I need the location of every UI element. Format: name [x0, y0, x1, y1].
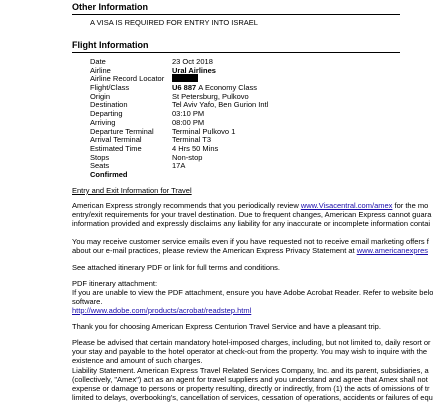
paragraph-line: Thank you for choosing American Express Centurion Travel Service and have a pleasant trip.	[72, 322, 381, 331]
confirmed-status: Confirmed	[90, 169, 128, 179]
entry-exit-info-link[interactable]: Entry and Exit Information for Travel	[72, 186, 192, 195]
email-paragraph	[72, 237, 429, 255]
hotel-charges-paragraph	[72, 338, 431, 365]
flight-row-date	[90, 57, 400, 66]
flight-information-rule	[72, 52, 400, 53]
visa-notice: A VISA IS REQUIRED FOR ENTRY INTO ISRAEL	[90, 18, 258, 27]
flight-value: Ural Airlines	[172, 65, 216, 75]
flight-row-arriving	[90, 118, 400, 127]
privacy-statement-link[interactable]: www.americanexpres	[356, 246, 428, 255]
flight-label: Destination	[90, 100, 128, 110]
flight-value: 4 Hrs 50 Mins	[172, 143, 219, 153]
flight-value: Tel Aviv Yafo, Ben Gurion Intl	[172, 100, 269, 110]
flight-label: Arrival Terminal	[90, 135, 142, 145]
flight-label: Arriving	[90, 117, 116, 127]
flight-label: Estimated Time	[90, 143, 142, 153]
flight-value: Non-stop	[172, 152, 203, 162]
flight-row-arrival-terminal	[90, 135, 400, 144]
flight-information-heading: Flight Information	[72, 40, 149, 50]
visacentral-link[interactable]: www.Visacentral.com/amex	[300, 201, 393, 210]
paragraph-text: American Express strongly recommends that you periodically review	[72, 201, 301, 210]
flight-row-departing	[90, 109, 400, 118]
paragraph-line: You may receive customer service emails even if you have requested not to receive email marketing offers f	[72, 237, 429, 246]
flight-label: Departure Terminal	[90, 126, 154, 136]
paragraph-line: software.	[72, 297, 103, 306]
flight-class: A Economy Class	[198, 83, 258, 93]
attached-itinerary-paragraph	[72, 263, 412, 272]
paragraph-line: If you are unable to view the PDF attachment, ensure you have Adobe Acrobat Reader. Refer to website belo	[72, 288, 433, 297]
paragraph-line: See attached itinerary PDF or link for full terms and conditions.	[72, 263, 281, 272]
flight-row-confirmed	[90, 170, 400, 179]
flight-value: 17A	[172, 161, 186, 171]
flight-value: 03:10 PM	[172, 109, 205, 119]
paragraph-line: entry/exit requirements for your travel destination. Due to frequent changes, American Express cannot guara	[72, 210, 432, 219]
flight-label: Seats	[90, 161, 110, 171]
flight-row-airline	[90, 66, 400, 75]
flight-label: Departing	[90, 109, 123, 119]
paragraph-line	[72, 246, 428, 255]
flight-row-stops	[90, 153, 400, 162]
flight-value: St Petersburg, Pulkovo	[172, 91, 249, 101]
flight-row-estimated-time	[90, 144, 400, 153]
paragraph-text: for the mo	[392, 201, 429, 210]
flight-details-table	[90, 57, 400, 179]
paragraph-line: (collectively, "Amex") act as an agent for travel suppliers and you understand and agree that Amex shall not	[72, 375, 428, 384]
record-locator-redacted	[172, 74, 198, 83]
visa-central-paragraph	[72, 201, 432, 228]
other-information-heading: Other Information	[72, 2, 148, 12]
flight-label: Airline Record Locator	[90, 74, 165, 84]
flight-label: Date	[90, 57, 106, 66]
paragraph-line	[72, 306, 412, 315]
paragraph-line: expense or damage to persons or property resulting, directly or indirectly, from (1) the acts of omissions of tr	[72, 384, 430, 393]
flight-value: Terminal Pulkovo 1	[172, 126, 236, 136]
paragraph-line: your stay and payable to the hotel operator at check-out from the property. You may wish to inquire with the	[72, 347, 428, 356]
paragraph-line: limited to delays, overbooking's, cancellation of services, cessation of operations, accidents or failures of equ	[72, 393, 433, 402]
flight-label: Stops	[90, 152, 110, 162]
pdf-attachment-paragraph	[72, 279, 433, 306]
flight-number: U6 887	[172, 83, 197, 93]
paragraph-line: Please be advised that certain mandatory hotel-imposed charges, including, but not limited to, daily resort or	[72, 338, 431, 347]
flight-value: 23 Oct 2018	[172, 57, 213, 66]
paragraph-line: information provided and expressly disclaims any liability for any inaccurate or incomplete information contai	[72, 219, 431, 228]
adobe-link-paragraph	[72, 306, 412, 315]
liability-paragraph	[72, 366, 433, 402]
flight-value: 08:00 PM	[172, 117, 205, 127]
other-information-rule	[72, 14, 400, 15]
flight-row-departure-terminal	[90, 127, 400, 136]
flight-label: Origin	[90, 91, 111, 101]
flight-label: Airline	[90, 65, 111, 75]
flight-label: Flight/Class	[90, 83, 130, 93]
flight-row-flight-class	[90, 83, 400, 92]
flight-row-seats	[90, 161, 400, 170]
paragraph-line	[72, 201, 429, 210]
redaction-block	[172, 74, 198, 82]
paragraph-line: PDF itinerary attachment:	[72, 279, 158, 288]
paragraph-line: existence and amount of such charges.	[72, 356, 203, 365]
flight-value: Terminal T3	[172, 135, 212, 145]
paragraph-text: about our e-mail practices, please review the American Express Privacy Statement at	[72, 246, 357, 255]
flight-row-origin	[90, 92, 400, 101]
flight-row-destination	[90, 100, 400, 109]
paragraph-line: Liability Statement. American Express Travel Related Services Company, Inc. and its parent, subsidiaries, a	[72, 366, 429, 375]
adobe-reader-link[interactable]: http://www.adobe.com/products/acrobat/readstep.html	[72, 306, 252, 315]
flight-row-record-locator	[90, 74, 400, 83]
flight-value	[172, 83, 257, 92]
thank-you-paragraph	[72, 322, 412, 331]
